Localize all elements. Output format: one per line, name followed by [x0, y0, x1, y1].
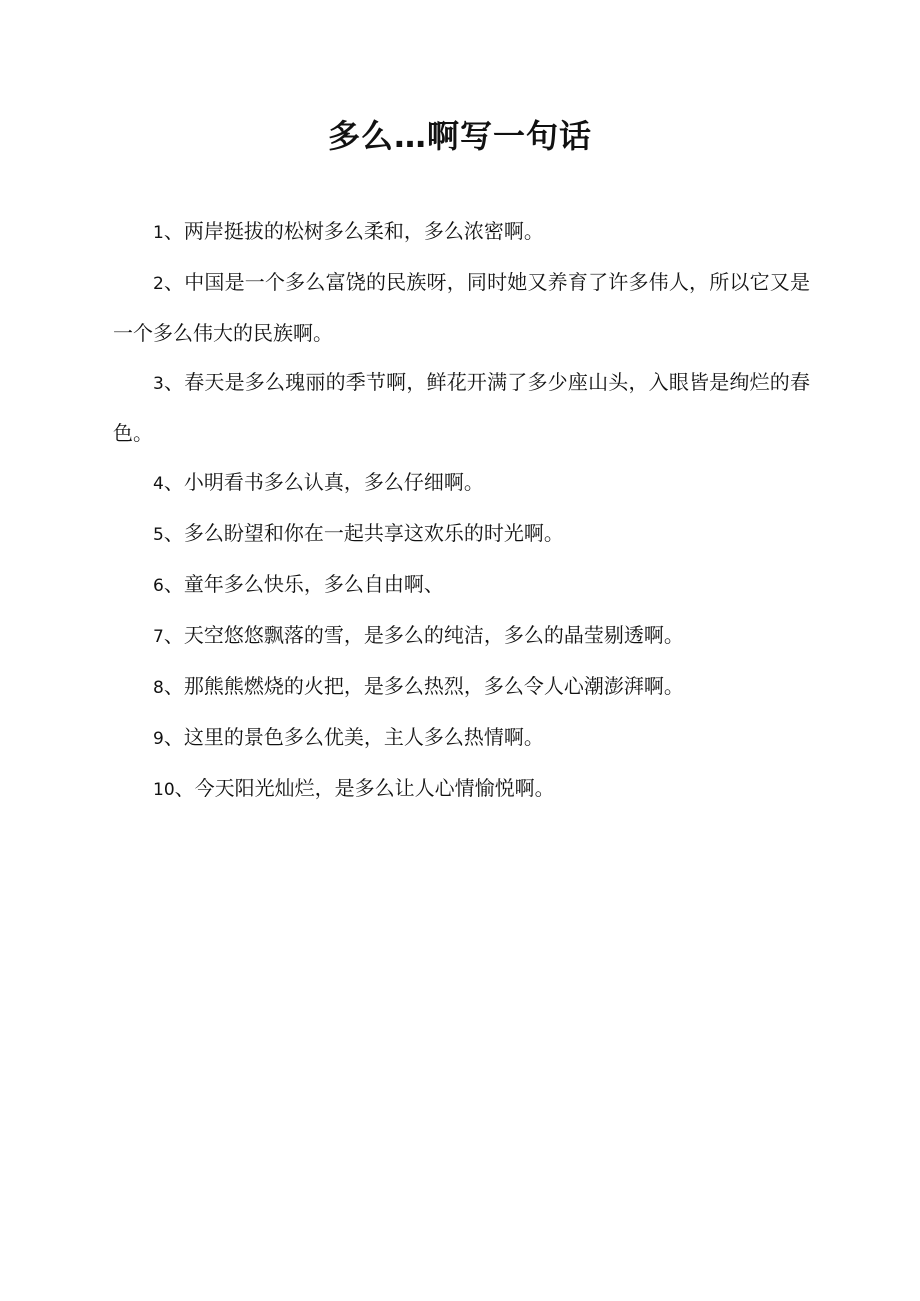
sentence-text: 、天空悠悠飘落的雪，是多么的纯洁，多么的晶莹剔透啊。: [163, 623, 684, 647]
sentence-item: [113, 509, 810, 560]
sentence-number: 2: [153, 274, 164, 294]
sentence-number: 9: [153, 729, 164, 749]
sentence-text: 、中国是一个多么富饶的民族呀，同时她又养育了许多伟人，所以它又是一个多么伟大的民族啊。: [113, 270, 810, 345]
sentence-item: [113, 458, 810, 509]
sentence-text: 、那熊熊燃烧的火把，是多么热烈，多么令人心潮澎湃啊。: [163, 674, 684, 698]
sentence-item: [113, 662, 810, 713]
sentence-text: 、小明看书多么认真，多么仔细啊。: [163, 470, 484, 494]
sentence-item: [113, 207, 810, 258]
sentence-text: 、这里的景色多么优美，主人多么热情啊。: [163, 725, 544, 749]
sentence-list: [113, 207, 810, 815]
document-title: 多么…啊写一句话: [327, 117, 592, 155]
sentence-text: 、多么盼望和你在一起共享这欢乐的时光啊。: [163, 521, 564, 545]
sentence-number: 7: [153, 627, 164, 647]
sentence-item: [113, 611, 810, 662]
sentence-item: [113, 258, 810, 358]
sentence-item: [113, 713, 810, 764]
sentence-number: 6: [153, 576, 164, 596]
sentence-text: 、童年多么快乐，多么自由啊、: [163, 572, 444, 596]
sentence-number: 10: [153, 780, 175, 800]
sentence-number: 3: [153, 374, 164, 394]
sentence-number: 5: [153, 525, 164, 545]
sentence-text: 、今天阳光灿烂，是多么让人心情愉悦啊。: [174, 776, 555, 800]
sentence-text: 、两岸挺拔的松树多么柔和，多么浓密啊。: [163, 219, 544, 243]
sentence-number: 1: [153, 223, 164, 243]
sentence-item: [113, 560, 810, 611]
sentence-item: [113, 764, 810, 815]
sentence-item: [113, 358, 810, 458]
sentence-number: 4: [153, 474, 164, 494]
sentence-number: 8: [153, 678, 164, 698]
sentence-text: 、春天是多么瑰丽的季节啊，鲜花开满了多少座山头，入眼皆是绚烂的春色。: [113, 370, 810, 445]
